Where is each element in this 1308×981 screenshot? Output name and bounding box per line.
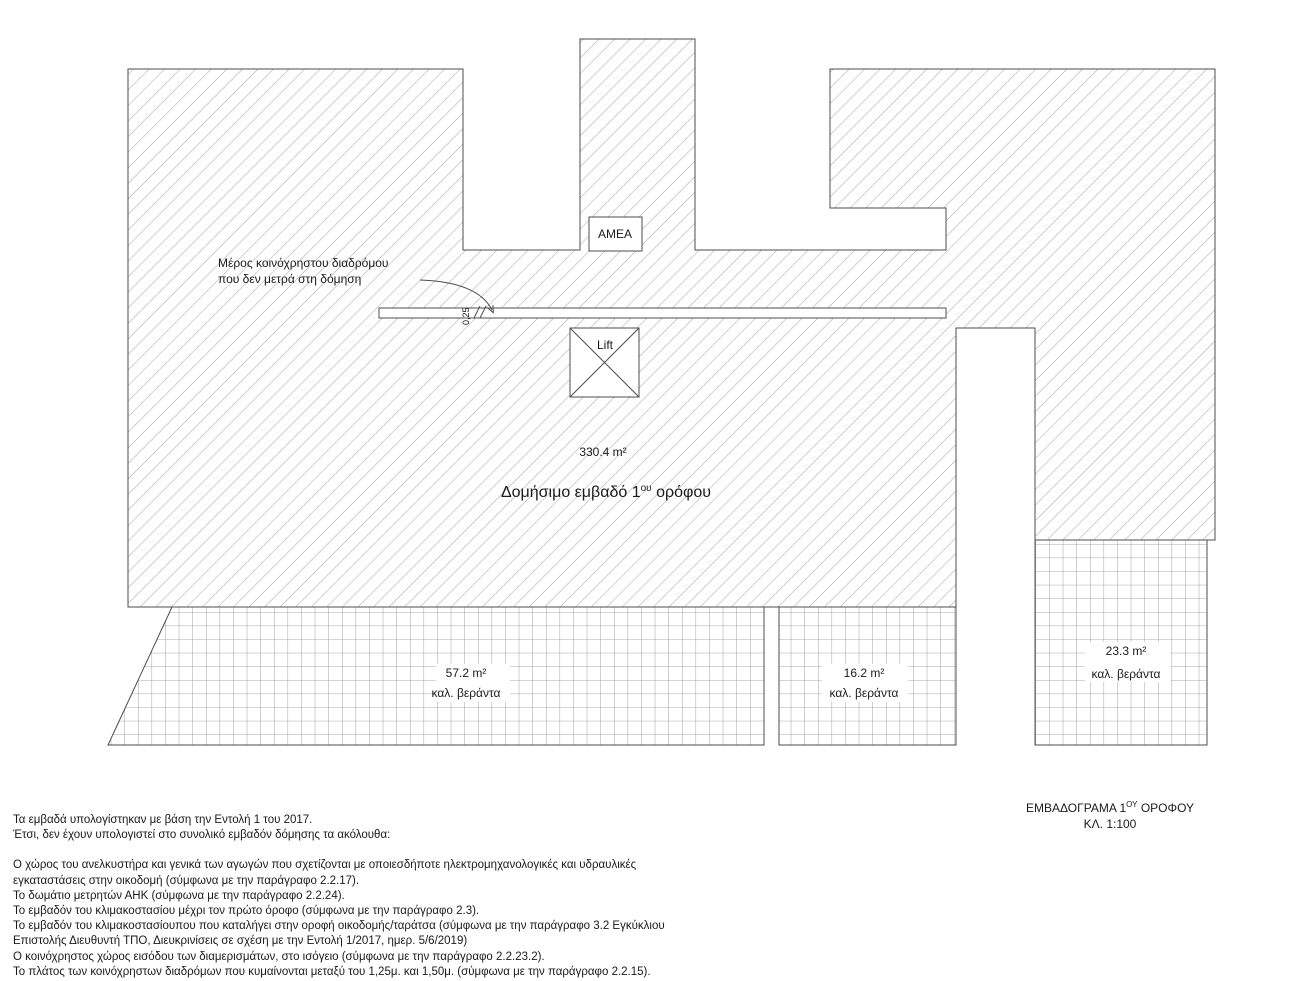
drawing-scale: ΚΛ. 1:100 xyxy=(1083,817,1137,831)
corridor-note-line2: που δεν μετρά στη δόμηση xyxy=(218,272,362,286)
veranda-1-label: καλ. βεράντα xyxy=(431,686,501,700)
notes-item: Επιστολής Διευθυντή ΤΠΟ, Διευκρινίσεις σε σχέση με την Εντολή 1/2017, ημερ. 5/6/2019) xyxy=(13,935,468,948)
lift-label: Lift xyxy=(596,338,614,352)
notes-item: Το εμβαδόν του κλιμακοστασίουπου που καταλήγει στην οροφή οικοδομής/ταράτσα (σύμφωνα με την παράγραφο 3.2 Εγκύκλιου xyxy=(13,920,665,933)
notes-intro-1: Τα εμβαδά υπολογίστηκαν με βάση την Εντολή 1 του 2017. xyxy=(13,814,313,826)
amea-label: ΑΜΕΑ xyxy=(597,227,633,241)
notes-block xyxy=(13,813,913,980)
main-area-label: Δομήσιμο εμβαδό $1^{o\upsilon}$ ορόφου xyxy=(500,483,712,501)
notes-item: Το εμβαδόν του κλιμακοστασίου μέχρι τον πρώτο όροφο (σύμφωνα με την παράγραφο 2.3). xyxy=(13,905,480,918)
drawing-title: ΕΜΒΑΔΟΓΡΑΜΑ $1^{O\Upsilon}$ ΟΡΟΦΟΥ xyxy=(1025,800,1195,815)
veranda-1-value: 57.2 m² xyxy=(445,666,487,680)
main-area-value: 330.4 m² xyxy=(579,445,627,459)
veranda-3-value: 23.3 m² xyxy=(1105,644,1147,658)
veranda-3-label: καλ. βεράντα xyxy=(1091,667,1161,681)
notes-item: Το δωμάτιο μετρητών ΑΗΚ (σύμφωνα με την παράγραφο 2.2.24). xyxy=(13,889,345,902)
buildable-area-polygon xyxy=(128,39,1215,607)
title-block xyxy=(990,797,1230,832)
veranda-2-label: καλ. βεράντα xyxy=(829,686,899,700)
notes-item: Το πλάτος των κοινόχρηστων διαδρόμων που κυμαίνονται μεταξύ του 1,25μ. και 1,50μ. (σύμφωνα με την παράγραφο 2.2.15). xyxy=(13,965,651,978)
veranda-2-value: 16.2 m² xyxy=(843,666,885,680)
notes-item: Ο χώρος του ανελκυστήρα και γενικά των αγωγών που σχετίζονται με οποιεσδήποτε ηλεκτρομηχανολογικές και υδραυλικές xyxy=(13,859,637,872)
corridor-note-line1: Μέρος κοινόχρηστου διαδρόμου xyxy=(218,256,389,270)
notes-intro-2: Έτσι, δεν έχουν υπολογιστεί στο συνολικό εμβαδόν δόμησης τα ακόλουθα: xyxy=(13,829,391,842)
dimension-label: 0,25 xyxy=(461,307,471,325)
notes-item: εγκαταστάσεις στην οικοδομή (σύμφωνα με την παράγραφο 2.2.17). xyxy=(13,874,360,887)
notes-item: Ο κοινόχρηστος χώρος εισόδου των διαμερισμάτων, στο ισόγειο (σύμφωνα με την παράγραφο 2.2.23.2). xyxy=(13,950,545,963)
